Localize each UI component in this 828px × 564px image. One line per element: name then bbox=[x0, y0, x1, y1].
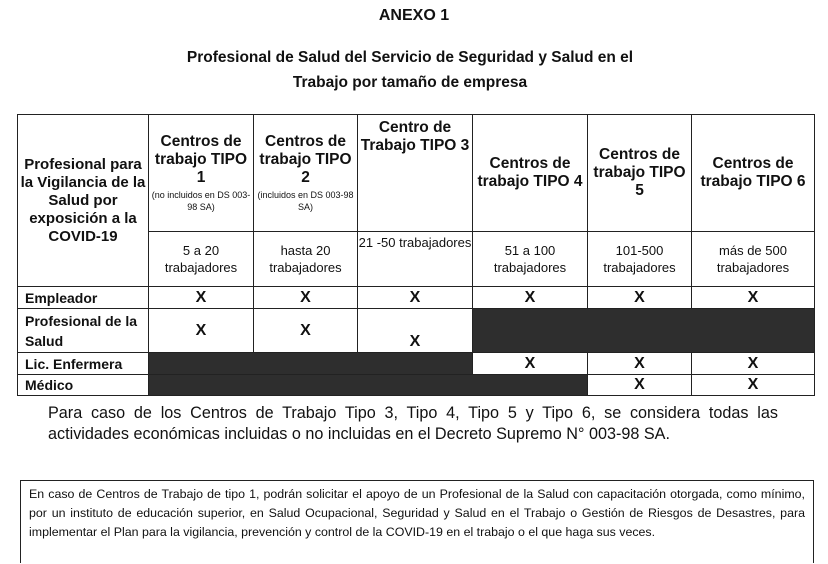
column-title: Centros de trabajo TIPO 4 bbox=[477, 155, 583, 190]
check-mark: X bbox=[358, 287, 473, 309]
shaded-not-applicable bbox=[149, 375, 588, 396]
column-header-tipo-6 bbox=[692, 115, 815, 232]
size-tipo-5: 101-500 trabajadores bbox=[588, 232, 692, 287]
check-mark: X bbox=[149, 287, 254, 309]
column-header-tipo-3 bbox=[358, 115, 473, 232]
table-row bbox=[18, 309, 815, 353]
check-mark: X bbox=[473, 287, 588, 309]
check-mark: X bbox=[692, 375, 815, 396]
column-title: Centros de trabajo TIPO 2 bbox=[259, 133, 352, 186]
subtitle bbox=[140, 45, 680, 95]
check-mark: X bbox=[588, 353, 692, 375]
subtitle-line-2: Trabajo por tamaño de empresa bbox=[292, 74, 528, 91]
annex-title: ANEXO 1 bbox=[378, 7, 450, 24]
subtitle-line-1: Profesional de Salud del Servicio de Seguridad y Salud en el bbox=[186, 49, 634, 66]
table-row bbox=[18, 287, 815, 309]
staffing-table bbox=[17, 114, 815, 396]
column-title: Centros de trabajo TIPO 6 bbox=[700, 155, 806, 190]
row-label-medico: Médico bbox=[18, 375, 149, 396]
column-header-tipo-1 bbox=[149, 115, 254, 232]
check-mark: X bbox=[692, 353, 815, 375]
check-mark: X bbox=[473, 353, 588, 375]
size-tipo-4: 51 a 100 trabajadores bbox=[473, 232, 588, 287]
check-mark: X bbox=[588, 287, 692, 309]
check-mark: X bbox=[358, 309, 473, 353]
column-note: (no incluidos en DS 003-98 SA) bbox=[151, 190, 251, 212]
check-mark: X bbox=[692, 287, 815, 309]
size-tipo-6: más de 500 trabajadores bbox=[692, 232, 815, 287]
check-mark: X bbox=[588, 375, 692, 396]
size-tipo-2: hasta 20 trabajadores bbox=[254, 232, 358, 287]
check-mark: X bbox=[149, 309, 254, 353]
row-label-profesional-de-la-salud: Profesional de la Salud bbox=[18, 309, 149, 353]
column-header-tipo-4 bbox=[473, 115, 588, 232]
shaded-not-applicable bbox=[149, 353, 473, 375]
check-mark: X bbox=[254, 309, 358, 353]
check-mark: X bbox=[254, 287, 358, 309]
column-header-tipo-2 bbox=[254, 115, 358, 232]
tipo-1-note-box: En caso de Centros de Trabajo de tipo 1, podrán solicitar el apoyo de un Profesional de la Salud con capacitación otorgada, como mínimo, por un instituto de educación superior, en Salud Ocupacional, Seguridad y Salud en el Trabajo o Gestión de Riesgos de Desastres, para implementar el Plan para la vigilancia, prevención y control de la COVID-19 en el trabajo o el que haga sus veces. bbox=[20, 480, 814, 563]
row-label-empleador: Empleador bbox=[18, 287, 149, 309]
table-row bbox=[18, 353, 815, 375]
column-title: Centro de Trabajo TIPO 3 bbox=[360, 119, 470, 154]
column-title: Centros de trabajo TIPO 5 bbox=[593, 146, 686, 199]
corner-header: Profesional para la Vigilancia de la Salud por exposición a la COVID-19 bbox=[18, 115, 149, 287]
shaded-not-applicable bbox=[473, 309, 815, 353]
size-tipo-3: 21 -50 trabajadores bbox=[358, 232, 473, 287]
scope-note: Para caso de los Centros de Trabajo Tipo 3, Tipo 4, Tipo 5 y Tipo 6, se considera todas las actividades económicas incluidas o no incluidas en el Decreto Supremo N° 003-98 SA. bbox=[48, 404, 778, 443]
row-label-lic-enfermera: Lic. Enfermera bbox=[18, 353, 149, 375]
size-tipo-1: 5 a 20 trabajadores bbox=[149, 232, 254, 287]
column-header-tipo-5 bbox=[588, 115, 692, 232]
table-row bbox=[18, 375, 815, 396]
column-title: Centros de trabajo TIPO 1 bbox=[154, 133, 248, 186]
column-note: (incluidos en DS 003-98 SA) bbox=[257, 190, 354, 212]
